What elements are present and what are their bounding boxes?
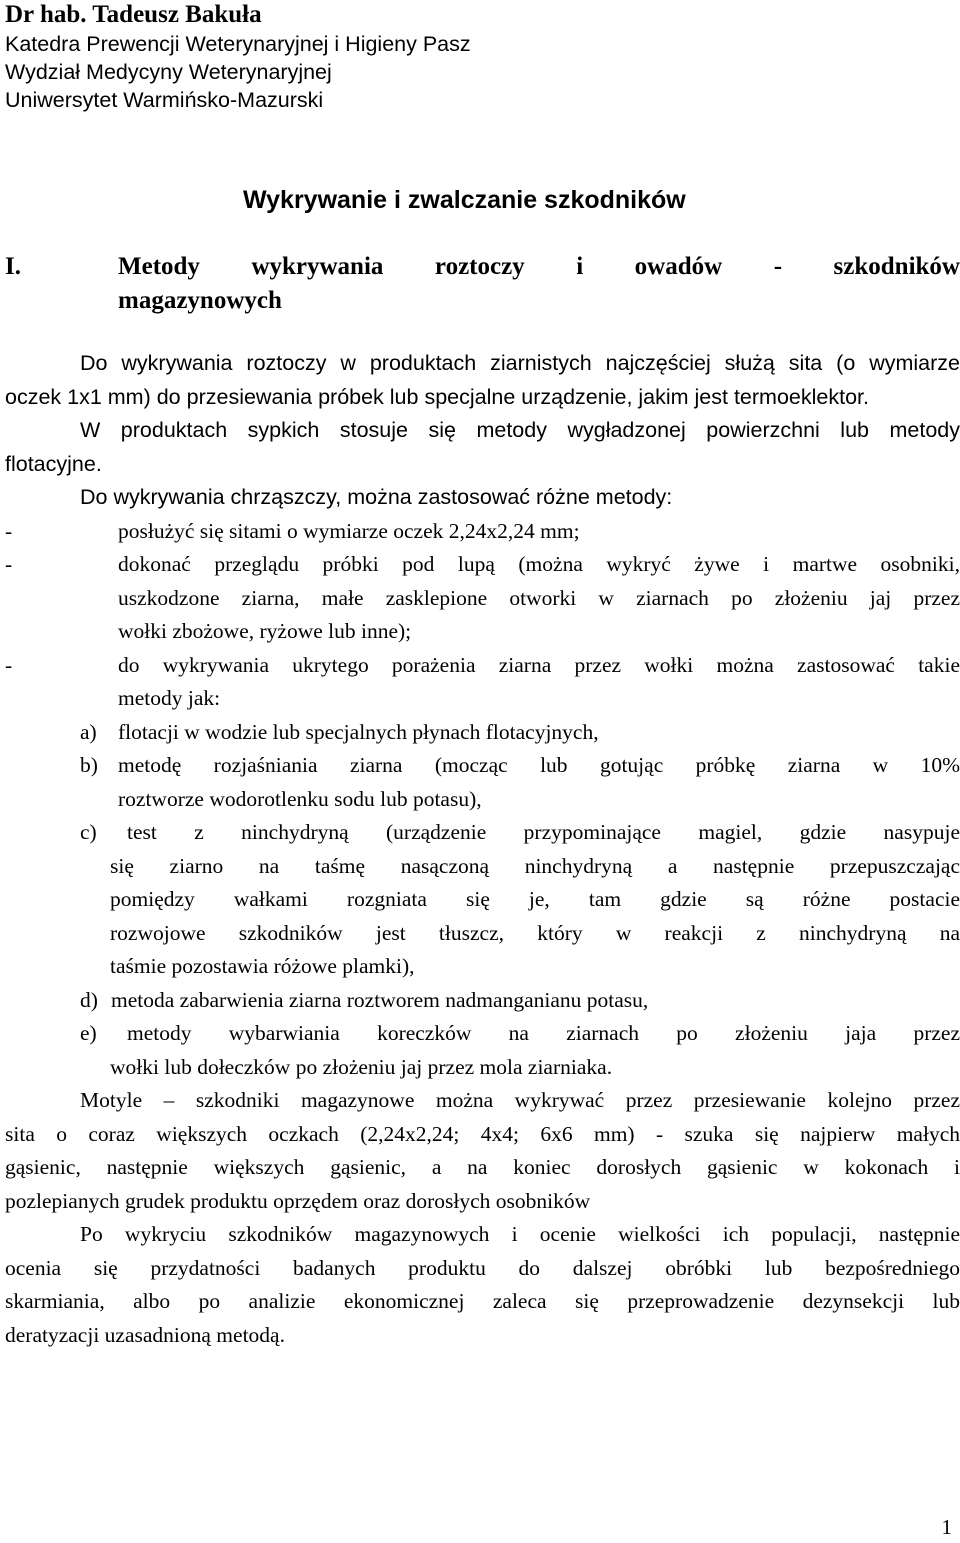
item-letter: b) <box>80 753 98 777</box>
paragraph-line: gąsienic, następnie większych gąsienic, a na koniec dorosłych gąsienic w kokonach i <box>5 1155 960 1179</box>
author-name: Dr hab. Tadeusz Bakuła <box>5 1 262 28</box>
lettered-item-continuation: roztworze wodorotlenku sodu lub potasu), <box>118 786 482 811</box>
item-letter: e) <box>80 1021 97 1045</box>
paragraph-line: skarmiania, albo po analizie ekonomicznej zaleca się przeprowadzenie dezynsekcji lub <box>5 1289 960 1313</box>
lettered-item-a <box>5 716 960 750</box>
list-dash: - <box>5 518 13 543</box>
lettered-item-continuation: rozwojowe szkodników jest tłuszcz, który w reakcji z ninchydryną na <box>110 920 960 945</box>
item-letter: a) <box>80 719 97 744</box>
list-item-continuation: wołki zbożowe, ryżowe lub inne); <box>118 619 412 643</box>
lettered-item-c <box>5 816 960 850</box>
document-title: Wykrywanie i zwalczanie szkodników <box>243 186 686 214</box>
section-number: I. <box>5 253 21 280</box>
paragraph-line: pozlepianych grudek produktu oprzędem oraz dorosłych osobników <box>5 1188 591 1213</box>
list-item <box>5 548 960 582</box>
lettered-item-b <box>5 749 960 783</box>
affiliation-university: Uniwersytet Warmińsko-Mazurski <box>5 88 324 112</box>
lettered-item-continuation: pomiędzy wałkami rozgniata się je, tam gdzie są różne postacie <box>110 887 960 911</box>
lettered-item-continuation: wołki lub dołeczków po złożeniu jaj przez mola ziarniaka. <box>110 1054 613 1079</box>
paragraph-line: Motyle – szkodniki magazynowe można wykrywać przez przesiewanie kolejno przez <box>80 1088 960 1112</box>
section-heading-text <box>118 250 960 318</box>
paragraph-line: Do wykrywania chrząszczy, można zastosować różne metody: <box>80 485 673 509</box>
list-item-text: posłużyć się sitami o wymiarze oczek 2,24x2,24 mm; <box>118 518 580 543</box>
lettered-item-text: metodę rozjaśniania ziarna (mocząc lub gotując próbkę ziarna w 10% <box>118 753 960 777</box>
lettered-item-text: metody wybarwiania koreczków na ziarnach po złożeniu jaja przez <box>127 1021 960 1045</box>
page-number: 1 <box>941 1515 952 1539</box>
list-item-continuation: metody jak: <box>118 686 221 710</box>
section-heading <box>5 250 960 318</box>
lettered-item-text: metoda zabarwienia ziarna roztworem nadmanganianu potasu, <box>111 987 649 1012</box>
paragraph-line: flotacyjne. <box>5 451 102 476</box>
item-letter: d) <box>80 987 98 1012</box>
list-item <box>5 649 960 683</box>
list-item-continuation: uszkodzone ziarna, małe zasklepione otworki w ziarnach po złożeniu jaj przez <box>118 585 960 610</box>
lettered-item-continuation: się ziarno na taśmę nasączoną ninchydryną a następnie przepuszczając <box>110 853 960 878</box>
paragraph-line: Do wykrywania roztoczy w produktach ziarnistych najczęściej służą sita (o wymiarze <box>80 351 960 375</box>
paragraph-line: ocenia się przydatności badanych produktu do dalszej obróbki lub bezpośredniego <box>5 1255 960 1280</box>
affiliation-department: Katedra Prewencji Weterynaryjnej i Higieny Pasz <box>5 32 471 56</box>
paragraph-line: oczek 1x1 mm) do przesiewania próbek lub specjalne urządzenie, jakim jest termoeklektor. <box>5 384 869 409</box>
lettered-item-text: flotacji w wodzie lub specjalnych płynach flotacyjnych, <box>118 719 599 744</box>
author-block <box>5 0 945 114</box>
paragraph-line: sita o coraz większych oczkach (2,24x2,24; 4x4; 6x6 mm) - szuka się najpierw małych <box>5 1121 960 1146</box>
paragraph-line: W produktach sypkich stosuje się metody wygładzonej powierzchni lub metody <box>80 418 960 442</box>
item-letter: c) <box>80 820 97 844</box>
lettered-item-continuation: taśmie pozostawia różowe plamki), <box>110 954 415 978</box>
lettered-item-text: test z ninchydryną (urządzenie przypominające magiel, gdzie nasypuje <box>127 820 960 844</box>
list-dash: - <box>5 552 13 576</box>
list-dash: - <box>5 652 13 677</box>
section-heading-line-1: Metody wykrywania roztoczy i owadów - szkodników <box>118 253 960 280</box>
paragraph-line: deratyzacji uzasadnioną metodą. <box>5 1322 285 1347</box>
section-heading-line-2: magazynowych <box>118 287 282 314</box>
list-item-text: do wykrywania ukrytego porażenia ziarna przez wołki można zastosować takie <box>118 652 960 677</box>
lettered-item-e <box>5 1017 960 1051</box>
list-item <box>5 515 960 549</box>
lettered-item-d <box>5 984 960 1018</box>
list-item-text: dokonać przeglądu próbki pod lupą (można wykryć żywe i martwe osobniki, <box>118 552 960 576</box>
paragraph-line: Po wykryciu szkodników magazynowych i ocenie wielkości ich populacji, następnie <box>80 1222 960 1246</box>
body-text <box>5 347 960 1352</box>
affiliation-faculty: Wydział Medycyny Weterynaryjnej <box>5 60 332 84</box>
